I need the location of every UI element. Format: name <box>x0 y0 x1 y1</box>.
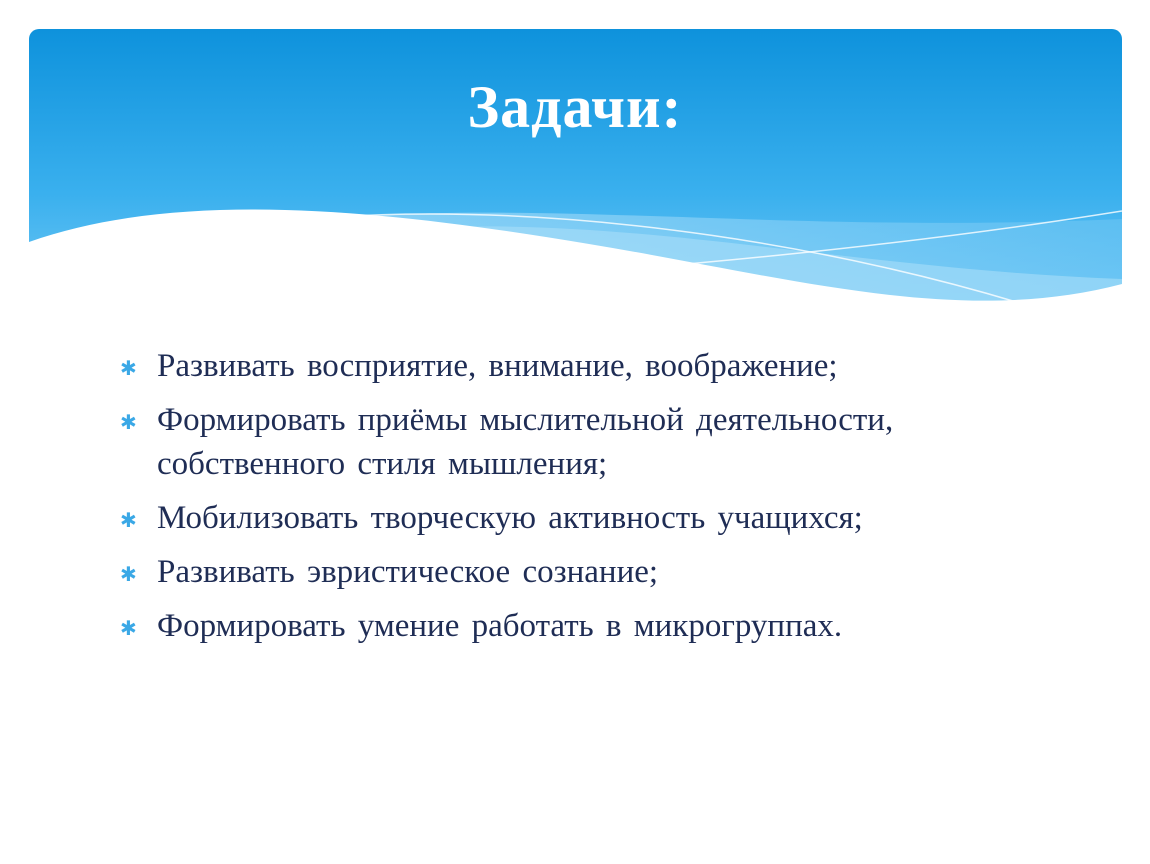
list-item-text: Развивать эвристическое сознание; <box>157 554 659 590</box>
asterisk-icon: ✱ <box>120 616 137 640</box>
list-item <box>120 344 1040 388</box>
list-item-text: Мобилизовать творческую активность учащихся; <box>157 500 863 536</box>
list-item-text: Развивать восприятие, внимание, воображение; <box>157 348 838 384</box>
asterisk-icon: ✱ <box>120 356 137 380</box>
asterisk-icon: ✱ <box>120 508 137 532</box>
asterisk-icon: ✱ <box>120 562 137 586</box>
list-item <box>120 550 1040 594</box>
list-item-text: Формировать умение работать в микрогруппах. <box>157 608 843 644</box>
list-item-text: Формировать приёмы мыслительной деятельности, собственного стиля мышления; <box>157 402 894 482</box>
task-list <box>120 344 1040 658</box>
asterisk-icon: ✱ <box>120 410 137 434</box>
slide-title: Задачи: <box>467 74 683 140</box>
list-item <box>120 398 1040 486</box>
list-item <box>120 496 1040 540</box>
list-item <box>120 604 1040 648</box>
